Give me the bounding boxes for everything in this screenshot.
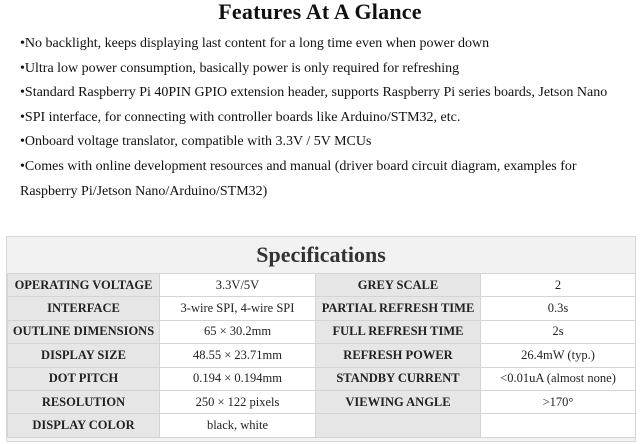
table-row <box>8 344 636 367</box>
feature-item: •Ultra low power consumption, basically power is only required for refreshing <box>20 60 460 76</box>
spec-label: STANDBY CURRENT <box>316 367 481 390</box>
specifications-title: Specifications <box>256 242 386 267</box>
features-title: Features At A Glance <box>218 0 422 24</box>
spec-label: OPERATING VOLTAGE <box>8 274 160 297</box>
feature-item-continuation: Raspberry Pi/Jetson Nano/Arduino/STM32) <box>20 183 268 199</box>
spec-label: INTERFACE <box>8 297 160 320</box>
table-row <box>8 390 636 413</box>
spec-value: 3.3V/5V <box>160 274 316 297</box>
feature-item: •Comes with online development resources and manual (driver board circuit diagram, examples for <box>20 158 577 174</box>
specifications-panel <box>6 236 636 442</box>
spec-label: DISPLAY COLOR <box>8 414 160 437</box>
table-row <box>8 367 636 390</box>
spec-label: FULL REFRESH TIME <box>316 320 481 343</box>
spec-value: 48.55 × 23.71mm <box>160 344 316 367</box>
spec-value: <0.01uA (almost none) <box>481 367 636 390</box>
spec-label: DISPLAY SIZE <box>8 344 160 367</box>
table-row <box>8 414 636 437</box>
spec-label: DOT PITCH <box>8 367 160 390</box>
spec-value: 26.4mW (typ.) <box>481 344 636 367</box>
spec-label: VIEWING ANGLE <box>316 390 481 413</box>
spec-label: REFRESH POWER <box>316 344 481 367</box>
feature-item: •No backlight, keeps displaying last content for a long time even when power down <box>20 36 490 51</box>
spec-value: 250 × 122 pixels <box>160 390 316 413</box>
spec-value: 0.3s <box>481 297 636 320</box>
feature-item: •SPI interface, for connecting with controller boards like Arduino/STM32, etc. <box>20 109 461 125</box>
spec-value: 0.194 × 0.194mm <box>160 367 316 390</box>
spec-value: 2s <box>481 320 636 343</box>
spec-value: black, white <box>160 414 316 437</box>
spec-value: 2 <box>481 274 636 297</box>
spec-label: RESOLUTION <box>8 390 160 413</box>
specifications-table <box>7 273 636 438</box>
feature-item: •Standard Raspberry Pi 40PIN GPIO extension header, supports Raspberry Pi series boards, Jetson Nano <box>20 85 608 101</box>
spec-value: >170° <box>481 390 636 413</box>
spec-label: PARTIAL REFRESH TIME <box>316 297 481 320</box>
feature-item: •Onboard voltage translator, compatible with 3.3V / 5V MCUs <box>20 134 372 150</box>
features-list <box>20 32 630 204</box>
spec-label: GREY SCALE <box>316 274 481 297</box>
table-row <box>8 297 636 320</box>
spec-value: 65 × 30.2mm <box>160 320 316 343</box>
spec-value-empty <box>481 414 636 437</box>
table-row <box>8 320 636 343</box>
spec-label-empty <box>316 414 481 437</box>
spec-value: 3-wire SPI, 4-wire SPI <box>160 297 316 320</box>
table-row <box>8 274 636 297</box>
spec-label: OUTLINE DIMENSIONS <box>8 320 160 343</box>
